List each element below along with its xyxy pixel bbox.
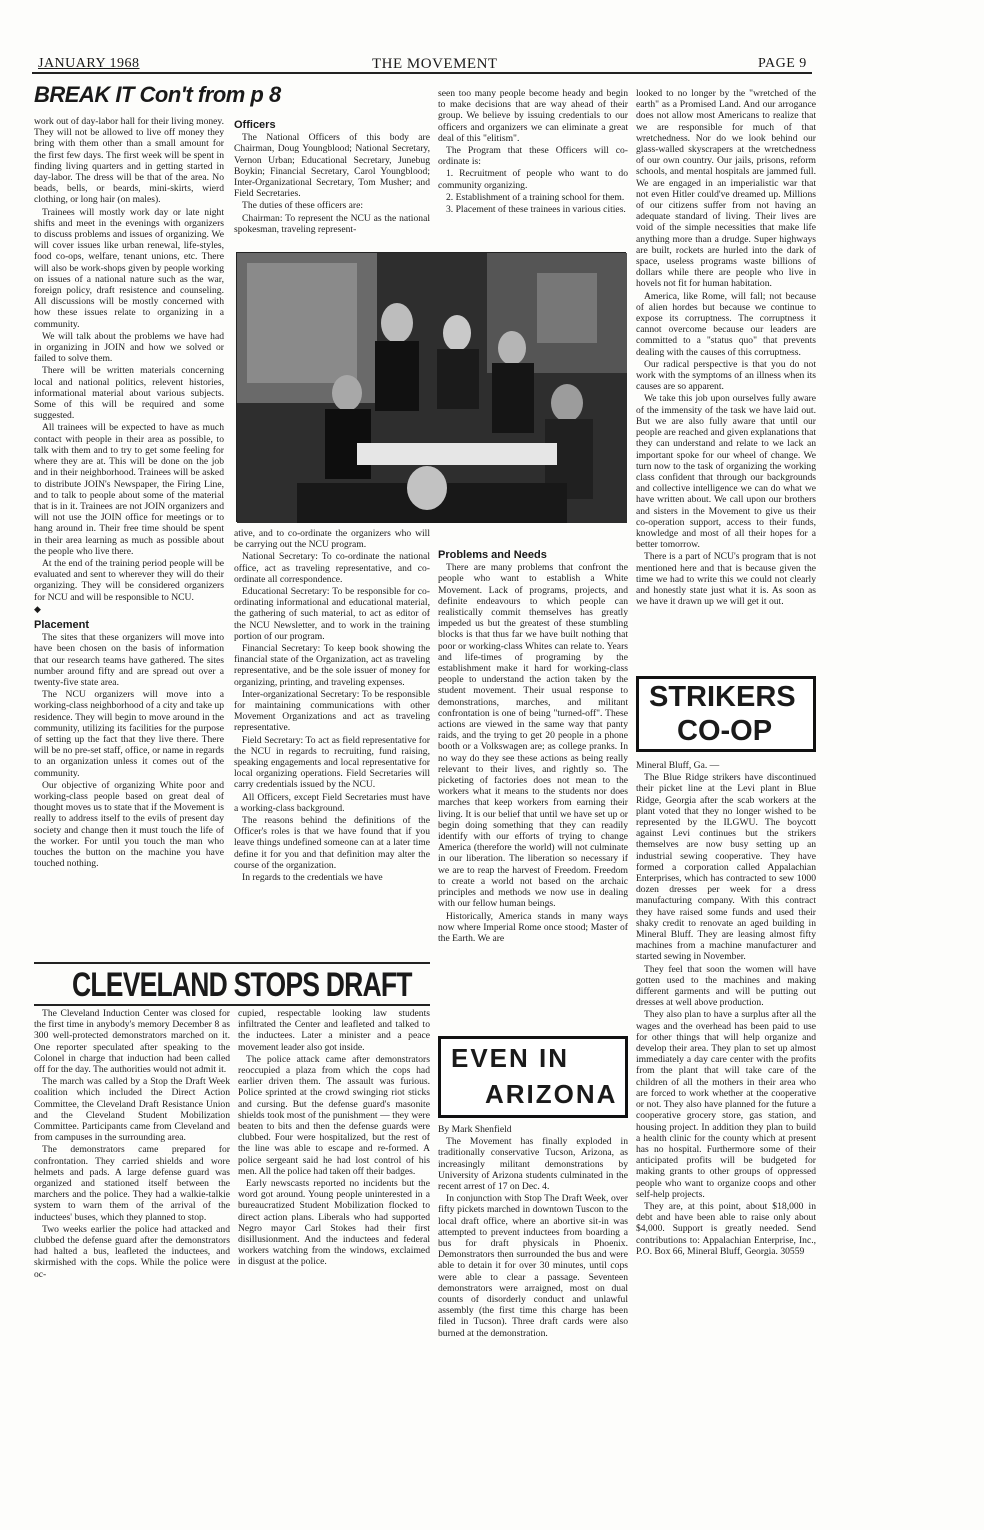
arizona-headline-box	[438, 1036, 628, 1118]
break-it-p1: work out of day-labor hall for their living money. They will not be allowed to live off money they bring with them other than a small amount for the first few days. The first week will be spent in finding living quarters and in getting started in day-labor. The dress will be that of the area. No beads, bells, or beards, mini-skirts, wierd clothing, or long hair (on males).	[34, 116, 224, 206]
program-p3: 1. Recruitment of people who want to do community organizing.	[438, 168, 628, 191]
program-p2: The Program that these Officers will co-ordinate is:	[438, 145, 628, 168]
cleveland-p2: The march was called by a Stop the Draft Week coalition which included the Direct Action Committee, the Cleveland Draft Resistance Union and the Cleveland Student Mobilization Committee. Participants came from Cleveland and from campuses in the surrounding area.	[34, 1076, 230, 1144]
masthead-date: JANUARY 1968	[38, 56, 140, 71]
arizona-p1: The Movement has finally exploded in traditionally conservative Tucson, Arizona, as increasingly militant demonstrations by University of Arizona students culminated in the recent arrest of 17 on Dec. 4.	[438, 1136, 628, 1193]
officers-column-top	[234, 116, 430, 248]
perspective-p2: America, like Rome, will fall; not because of alien hordes but because we continue to expose its corruptness. The corruptness it cannot overcome because our leaders are committed to a "status quo" that prevents dealing with the causes of this corruptness.	[636, 290, 816, 358]
strikers-p3: They also plan to have a surplus after all the wages and the overhead has been paid to use for other things that will help organize and develop their area. They plan to set up almost immediately a day care center with the profits from the plant that will take care of the children of all the mothers in their area who are forced to work whether at the cooperative or not. They also have planned for the future a cooperative grocery store, gas station, and housing project. In addition they plan to build a health clinic for the county which at present has no hospital. Furthermore some of their anticipated profits will be budgeted for making grants to other groups of oppressed people who want to organize coops and other self-help projects.	[636, 1009, 816, 1200]
perspective-column	[636, 88, 816, 678]
strikers-p2: They feel that soon the women will have gotten used to the machines and making different garments and will be putting out dresses at well above production.	[636, 963, 816, 1009]
strikers-dateline: Mineral Bluff, Ga. —	[636, 760, 720, 771]
officers-p11: The reasons behind the definitions of the Officer's roles is that we have found that if you leave things undefined someone can at a later time define it for you and that definition may alter the course of the organization.	[234, 815, 430, 871]
break-it-p5: All trainees will be expected to have as much contact with people in their area as possible, to talk with them and to try to get some feeling for where they are at. This will be done on the job and in their neighborhood. Trainees will be asked to distribute JOIN's Newspaper, the Firing Line, and to talk to people about some of the material that is in it. Trainees are not JOIN organizers and will not use the JOIN office for meetings or to hang around in. Their free time should be spent in their area learning as much as possible about the people who live there.	[34, 422, 224, 557]
break-it-p9: Our objective of organizing White poor and working-class people based on great deal of thought moves us to state that if the Movement is really to address itself to the evils of present day society and change then it must touch the life of the worker. For until you touch the man who touches the button on the machine you have touched nothing.	[34, 779, 224, 870]
cleveland-bottom-rule	[34, 1004, 430, 1006]
program-p1: seen too many people become heady and begin to make decisions that are way ahead of their group. We believe by issuing credentials to our officers and organizers we can eliminate a great deal of this "elitism".	[438, 88, 628, 144]
officers-subhead: Officers	[234, 119, 276, 131]
officers-p7: Financial Secretary: To keep book showing the financial state of the Organization, act as traveling representative, and be the sole issuer of money for organizing, printing, and traveling expenses.	[234, 643, 430, 688]
officers-p4: ative, and to co-ordinate the organizers who will be carrying out the NCU program.	[234, 528, 430, 551]
meeting-photo-graphic	[237, 253, 627, 523]
arizona-headline-line2: ARIZONA	[485, 1079, 618, 1109]
officers-p12: In regards to the credentials we have	[242, 872, 383, 884]
cleveland-p7: Early newscasts reported no incidents but the word got around. Young people uninterested in a bureaucratized Student Mobilization flocked to direct action plans. Liberals who had supported Negro mayor Carl Stokes had their first disillusionment. And the inductees and federal workers watching from the windows, exclaimed in disgust at the police.	[238, 1178, 430, 1268]
problems-subhead: Problems and Needs	[438, 549, 547, 561]
officers-p10: All Officers, except Field Secretaries must have a working-class background.	[234, 791, 430, 814]
break-it-p7: The sites that these organizers will move into have been chosen on the basis of information that our research teams have gathered. The sites number around fifty and are spread out over a twenty-five state area.	[34, 632, 224, 688]
break-it-p2: Trainees will mostly work day or late night shifts and meet in the evenings with organizers to discuss problems and issues of organizing. We will cover issues like urban renewal, life-styles, food co-ops, welfare, tenant unions, etc. There will also be work-shops given by people working on issues of a national nature such as the war, foreign policy, draft resistence and counseling. All discussions will be mostly concerned with how these issues relate to organizing in a community.	[34, 206, 224, 330]
program-column-top	[438, 88, 628, 250]
cleveland-p1: The Cleveland Induction Center was closed for the first time in anybody's memory December 8 as 300 well-protected demonstrators marched on it. One reporter speculated after speaking to the Colonel in charge that induction had been called off for the day. The authorities would not admit it.	[34, 1008, 230, 1076]
arizona-headline-line1: EVEN IN	[451, 1043, 570, 1073]
break-it-p4: There will be written materials concerning local and national politics, relevent histories, informational material about various subjects. Some of this will be required and some suggested.	[34, 365, 224, 422]
program-p5: 3. Placement of these trainees in various cities.	[446, 204, 626, 216]
problems-p2: Historically, America stands in many ways now where Imperial Rome once stood; Master of the Earth. We are	[438, 910, 628, 944]
perspective-p3: Our radical perspective is that you do not work with the symptoms of an illness when its causes are so apparent.	[636, 358, 816, 393]
officers-p5: National Secretary: To co-ordinate the national office, act as traveling representative, and co-ordinate all correspondence.	[234, 551, 430, 585]
cleveland-top-rule	[34, 962, 430, 964]
masthead-title: THE MOVEMENT	[372, 56, 498, 72]
cleveland-column-right	[238, 1008, 430, 1308]
strikers-column	[636, 760, 816, 1320]
arizona-byline: By Mark Shenfield	[438, 1124, 512, 1135]
break-it-headline: BREAK IT Con't from p 8	[34, 82, 281, 107]
cleveland-column-left	[34, 1008, 230, 1308]
cleveland-p4: Two weeks earlier the police had attacked and clubbed the defense guard after the demonstrators had halted a bus, leafleted the inductees, and skirmished with the cops. While the police were oc-	[34, 1223, 230, 1280]
arizona-p2: In conjunction with Stop The Draft Week, over fifty pickets marched in downtown Tuscon to the local draft office, where an abortive sit-in was attempted to prevent inductees from boarding a bus for draft physicals in Phoenix. Demonstrators then surrounded the bus and were able to detain it for over 30 minutes, until cops were able to clear a passage. Seventeen demonstrators were arraigned, most on dual counts of disorderly conduct and unlawful assembly (the first time this charge has been filed in Tucson). Three draft cards were also burned at the demonstration.	[438, 1193, 628, 1339]
strikers-headline-line2: CO-OP	[677, 715, 773, 747]
strikers-headline-line1: STRIKERS	[649, 681, 796, 713]
strikers-p4: They are, at this point, about $18,000 in debt and have been able to raise only about $4,000. Support is greatly needed. Send contributions to: Appalachian Enterprise, Inc., P.O. Box 66, Mineral Bluff, Georgia. 30559	[636, 1200, 816, 1257]
perspective-p4: We take this job upon ourselves fully aware of the immensity of the task we have laid out. But we are also fully aware that until our people are reached and given explanations that they can understand and relate to we lack an important spoke for our wheel of change. We turn now to the task of organizing the working class confident that through our backgrounds and collective intelligence we can do what we have written about. We call upon our brothers and sisters in the Movement to give us their co-operation support, access to their funds, knowledge and most of all their hopes for a better tomorrow.	[636, 393, 816, 551]
problems-column	[438, 546, 628, 1036]
cleveland-p5: cupied, respectable looking law students infiltrated the Center and leafleted and talked to the inductees. Later a minister and a peace movement leader also got inside.	[238, 1008, 430, 1053]
officers-p6: Educational Secretary: To be responsible for co-ordinating informational and educational material, the gathering of such material, to act as editor of the NCU Newsletter, and to work in the training portion of our program.	[234, 586, 430, 642]
cleveland-headline: CLEVELAND STOPS DRAFT	[72, 966, 412, 1004]
strikers-p1: The Blue Ridge strikers have discontinued their picket line at the Levi plant in Blue Ridge, Georgia after the scab workers at the plant voted that they no longer wished to be represented by the ILGWU. The boycott against Levi continues but the strikers themselves are now busy setting up an industrial sewing cooperative. They have formed a corporation called Appalachian Enterprises, which has contracted to sew 1000 dozen dresses per week for a dress manufacturing company. With this contract they have raised some funds and used their shaky credit to renovate an aged building in Mineral Bluff. They are leasing almost fifty machines from a machine manufacturer and started sewing in November.	[636, 772, 816, 963]
meeting-photo	[236, 252, 626, 522]
arizona-column	[438, 1124, 628, 1339]
masthead-page: PAGE 9	[758, 56, 807, 71]
cleveland-p6: The police attack came after demonstrators reoccupied a plaza from which the cops had earlier driven them. The assault was furious. Police sprinted at the crowd swinging riot sticks and cursing. But the defense guard's masonite shields took most of the punishment — they were beaten to bits and then the defense guards were clubbed. Four were hospitalized, but the rest of the line was able to escape and re-formed. A police sergeant said he had lost control of his men. All the police had taken off their badges.	[238, 1053, 430, 1177]
perspective-p1: looked to no longer by the "wretched of the earth" as a Promised Land. And our arrogance does not allow most Americans to realize that we are responsible for much of that wretchedness. Nor do we look behind our glass-walled skyscrapers at the wretchedness of our own country. Our jails, prisons, reform schools, and mental hospitals are jammed full. We are engaged in an imperialistic war that not even Hitler could've dreamed up. Millions of our citizens suffer from not having an adequate standard of living. Their lives are void of the simple necessities that make life anything more than a drudge. Super highways are built, rockets are hurled into the dark of space, useless programs waste billions of dollars while there are people who live in hovels not fit for human habitation.	[636, 88, 816, 290]
break-it-p8: The NCU organizers will move into a working-class neighborhood of a city and take up residence. They will begin to move around in the community, utilizing its facilities for the purpose of setting up the fact that they live there. There will be no pre-set staff, office, or name in regards to an organization unless it comes out of the community.	[34, 689, 224, 779]
officers-column-bottom	[234, 528, 430, 958]
program-p4: 2. Establishment of a training school for them.	[446, 191, 625, 203]
end-arrow-icon: ◆	[34, 604, 41, 615]
placement-subhead: Placement	[34, 618, 90, 631]
cleveland-p3: The demonstrators came prepared for confrontation. They carried shields and wore helmets and pads. A large defense guard was organized and stationed itself between the marchers and the police. They had a walkie-talkie system to warn them of the arrival of the inductees' buses, which they planned to stop.	[34, 1144, 230, 1223]
break-it-p6: At the end of the training period people will be evaluated and sent to wherever they will do their organizing. They will be considered organizers for NCU and will be responsible to NCU.	[34, 557, 224, 603]
perspective-p5: There is a part of NCU's program that is not mentioned here and that is because given the time we had to write this we could not clearly and honestly state just what it is. As soon as we have it drawn up we will get it out.	[636, 551, 816, 608]
masthead	[32, 54, 812, 74]
officers-p3: Chairman: To represent the NCU as the national spokesman, traveling represent-	[234, 212, 430, 235]
problems-p1: There are many problems that confront the people who want to establish a White Movement. Lack of programs, projects, and definite endeavours to which people can realistically commit themselves has greatly impeded us but the greatest of these stumbling blocks is that thus far we have built nothing that poor or working-class Whites can relate to. Years and life-times of programing by the establishment make it hard for working-class people to understand the action taken by the student movement. Their usual response to demonstrations, marches, and militant confrontation is one of being "turned-off". These actions are viewed in the same way that panty raids, and the trying to get 20 people in a phone booth or a Volkswagen are; as college pranks. In no way do they see these actions as being really relevant to their lives, and rightly so. The picketing of factories does not mean to the workers what it means to the students nor does marches that keep workers from earning their living. It is our belief that until we have set up or begin doing something that they can readily identify with our efforts of trying to change America (therefore the world) will not culminate in our liberation. The liberation so necessary if we are to reap the harvest of Freedom. Freedom to create a world not based on the archaic principles and methods we now use in dealing with our fellow human beings.	[438, 562, 628, 910]
officers-p8: Inter-organizational Secretary: To be responsible for maintaining communications with other Movement Organizations and act as traveling representative.	[234, 688, 430, 734]
break-it-column	[34, 116, 224, 962]
break-it-p3: We will talk about the problems we have had in organizing in JOIN and how we solved or failed to solve them.	[34, 330, 224, 365]
officers-p2: The duties of these officers are:	[242, 200, 364, 212]
officers-p9: Field Secretary: To act as field representative for the NCU in regards to recruiting, fund raising, speaking engagements and local representative for local organizing operations. Field Secretaries will carry credentials issued by the NCU.	[234, 734, 430, 791]
officers-p1: The National Officers of this body are Chairman, Doug Youngblood; National Secretary, Vernon Urban; Educational Secretary, Junebug Boykin; Financial Secretary, Carol Youngblood; Inter-Organizational Secretary, Tom Musher; and Field Secretaries.	[234, 132, 430, 200]
strikers-coop-headline-box	[636, 676, 816, 752]
